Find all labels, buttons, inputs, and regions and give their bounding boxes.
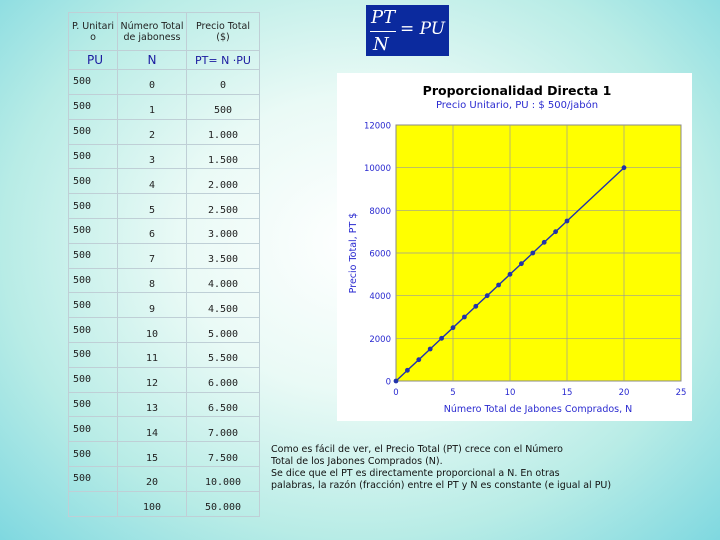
y-tick-label: 0	[385, 377, 391, 388]
x-tick-label: 0	[393, 388, 399, 398]
cell-unit-price	[69, 491, 118, 516]
table-row	[69, 243, 260, 268]
table-symbol-row	[69, 51, 260, 70]
table-row	[69, 343, 260, 368]
cell-quantity: 2	[118, 119, 187, 144]
table-row	[69, 119, 260, 144]
note-line: palabras, la razón (fracción) entre el PT y N es constante (e igual al PU)	[271, 480, 612, 491]
cell-unit-price: 500	[69, 218, 118, 243]
cell-unit-price: 500	[69, 94, 118, 119]
cell-total-price: 4.000	[187, 268, 260, 293]
data-point	[496, 283, 501, 288]
table-row	[69, 392, 260, 417]
cell-unit-price: 500	[69, 467, 118, 492]
cell-quantity: 9	[118, 293, 187, 318]
symbol-pu: PU	[69, 51, 118, 70]
y-tick-label: 12000	[363, 121, 391, 132]
table-row	[69, 293, 260, 318]
explanation-note	[271, 444, 691, 492]
note-line: Total de los Jabones Comprados (N).	[271, 456, 443, 467]
formula-denominator: N	[373, 34, 389, 55]
data-point	[485, 293, 490, 298]
cell-unit-price: 500	[69, 119, 118, 144]
data-point	[542, 240, 547, 245]
data-point	[439, 336, 444, 341]
cell-unit-price: 500	[69, 293, 118, 318]
cell-total-price: 7.500	[187, 442, 260, 467]
symbol-n: N	[118, 51, 187, 70]
data-point	[530, 251, 535, 256]
cell-total-price: 4.500	[187, 293, 260, 318]
cell-unit-price: 500	[69, 194, 118, 219]
cell-unit-price: 500	[69, 268, 118, 293]
cell-quantity: 0	[118, 70, 187, 95]
y-tick-label: 6000	[369, 249, 391, 260]
table-row	[69, 194, 260, 219]
x-axis-label: Número Total de Jabones Comprados, N	[443, 404, 633, 415]
data-point	[451, 325, 456, 330]
cell-total-price: 5.000	[187, 318, 260, 343]
cell-total-price: 2.000	[187, 169, 260, 194]
cell-total-price: 6.000	[187, 367, 260, 392]
note-line: Como es fácil de ver, el Precio Total (PT) crece con el Número	[271, 444, 563, 455]
cell-total-price: 5.500	[187, 343, 260, 368]
cell-quantity: 11	[118, 343, 187, 368]
x-tick-label: 5	[450, 388, 456, 398]
cell-total-price: 1.000	[187, 119, 260, 144]
symbol-pt: PT= N ·PU	[187, 51, 260, 70]
formula-rhs: = PU	[400, 19, 446, 39]
x-tick-label: 25	[675, 388, 687, 398]
y-tick-label: 4000	[369, 292, 391, 303]
data-point	[565, 219, 570, 224]
table-row	[69, 318, 260, 343]
cell-quantity: 12	[118, 367, 187, 392]
table-row	[69, 94, 260, 119]
cell-total-price: 10.000	[187, 467, 260, 492]
header-quantity: Número Total de jaboness	[118, 13, 187, 51]
data-point	[416, 357, 421, 362]
table-row	[69, 144, 260, 169]
cell-quantity: 1	[118, 94, 187, 119]
chart-subtitle: Precio Unitario, PU : $ 500/jabón	[435, 100, 599, 111]
cell-quantity: 100	[118, 491, 187, 516]
cell-quantity: 4	[118, 169, 187, 194]
note-line: Se dice que el PT es directamente proporcional a N. En otras	[271, 468, 560, 479]
cell-quantity: 14	[118, 417, 187, 442]
cell-quantity: 3	[118, 144, 187, 169]
data-point	[428, 347, 433, 352]
formula-box	[366, 5, 449, 56]
formula-numerator: PT	[371, 7, 396, 28]
table-row	[69, 467, 260, 492]
cell-total-price: 50.000	[187, 491, 260, 516]
cell-unit-price: 500	[69, 442, 118, 467]
y-tick-label: 2000	[369, 334, 391, 345]
cell-unit-price: 500	[69, 169, 118, 194]
data-point	[394, 379, 399, 384]
cell-quantity: 20	[118, 467, 187, 492]
cell-unit-price: 500	[69, 144, 118, 169]
cell-total-price: 7.000	[187, 417, 260, 442]
cell-unit-price: 500	[69, 318, 118, 343]
y-axis-label: Precio Total, PT $	[348, 212, 359, 294]
cell-unit-price: 500	[69, 343, 118, 368]
data-point	[553, 229, 558, 234]
table-row	[69, 70, 260, 95]
cell-total-price: 6.500	[187, 392, 260, 417]
header-unit-price: P. Unitari o	[69, 13, 118, 51]
x-tick-label: 20	[618, 388, 630, 398]
cell-quantity: 13	[118, 392, 187, 417]
proportionality-chart	[337, 73, 692, 421]
data-point	[405, 368, 410, 373]
cell-unit-price: 500	[69, 243, 118, 268]
data-point	[508, 272, 513, 277]
chart-title: Proporcionalidad Directa 1	[422, 83, 612, 98]
cell-total-price: 3.000	[187, 218, 260, 243]
table-row	[69, 417, 260, 442]
cell-total-price: 1.500	[187, 144, 260, 169]
cell-unit-price: 500	[69, 70, 118, 95]
cell-unit-price: 500	[69, 392, 118, 417]
data-table	[68, 12, 260, 517]
cell-quantity: 7	[118, 243, 187, 268]
formula-fraction-bar	[370, 31, 396, 32]
cell-total-price: 500	[187, 94, 260, 119]
cell-quantity: 6	[118, 218, 187, 243]
cell-total-price: 3.500	[187, 243, 260, 268]
table-row	[69, 218, 260, 243]
data-point	[462, 315, 467, 320]
header-total-price: Precio Total ($)	[187, 13, 260, 51]
cell-quantity: 10	[118, 318, 187, 343]
cell-unit-price: 500	[69, 417, 118, 442]
data-point	[473, 304, 478, 309]
table-header-row	[69, 13, 260, 51]
y-tick-label: 10000	[363, 164, 391, 175]
x-tick-label: 10	[504, 388, 516, 398]
cell-quantity: 15	[118, 442, 187, 467]
table-row	[69, 169, 260, 194]
cell-quantity: 8	[118, 268, 187, 293]
data-point	[622, 165, 627, 170]
y-tick-label: 8000	[369, 206, 391, 217]
x-tick-label: 15	[561, 388, 573, 398]
table-row	[69, 491, 260, 516]
data-point	[519, 261, 524, 266]
table-row	[69, 367, 260, 392]
cell-unit-price: 500	[69, 367, 118, 392]
table-row	[69, 442, 260, 467]
table-row	[69, 268, 260, 293]
cell-quantity: 5	[118, 194, 187, 219]
cell-total-price: 2.500	[187, 194, 260, 219]
cell-total-price: 0	[187, 70, 260, 95]
